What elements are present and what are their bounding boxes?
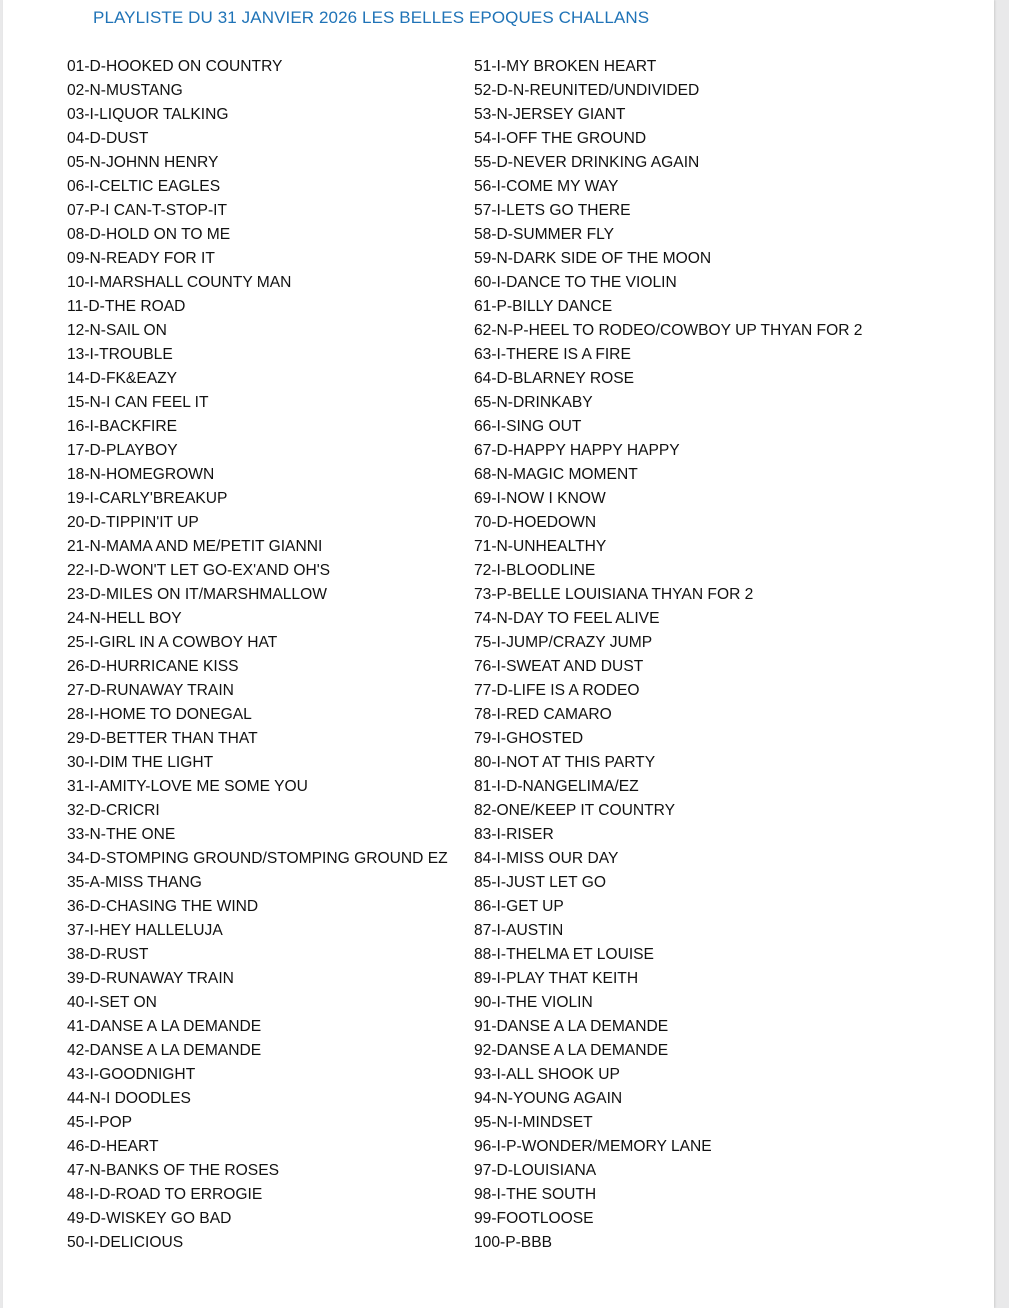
playlist-item: 65-N-DRINKABY xyxy=(474,394,593,411)
playlist-item: 04-D-DUST xyxy=(67,130,149,147)
playlist-item: 97-D-LOUISIANA xyxy=(474,1162,597,1179)
playlist-item: 58-D-SUMMER FLY xyxy=(474,226,615,243)
playlist-item: 47-N-BANKS OF THE ROSES xyxy=(67,1162,280,1179)
playlist-item: 99-FOOTLOOSE xyxy=(474,1210,594,1227)
playlist-item: 45-I-POP xyxy=(67,1114,132,1131)
playlist-item: 91-DANSE A LA DEMANDE xyxy=(474,1018,669,1035)
playlist-item: 92-DANSE A LA DEMANDE xyxy=(474,1042,669,1059)
playlist-item: 98-I-THE SOUTH xyxy=(474,1186,597,1203)
page-title: PLAYLISTE DU 31 JANVIER 2026 LES BELLES EPOQUES CHALLANS xyxy=(93,8,650,27)
playlist-item: 64-D-BLARNEY ROSE xyxy=(474,370,635,387)
playlist-item: 48-I-D-ROAD TO ERROGIE xyxy=(67,1186,263,1203)
playlist-item: 61-P-BILLY DANCE xyxy=(474,298,613,315)
playlist-item: 23-D-MILES ON IT/MARSHMALLOW xyxy=(67,586,327,603)
playlist-item: 94-N-YOUNG AGAIN xyxy=(474,1090,623,1107)
playlist-item: 43-I-GOODNIGHT xyxy=(67,1066,196,1083)
playlist-item: 75-I-JUMP/CRAZY JUMP xyxy=(474,634,653,651)
playlist-item: 02-N-MUSTANG xyxy=(67,82,183,99)
playlist-item: 71-N-UNHEALTHY xyxy=(474,538,607,555)
playlist-item: 55-D-NEVER DRINKING AGAIN xyxy=(474,154,700,171)
playlist-item: 84-I-MISS OUR DAY xyxy=(474,850,619,867)
playlist-item: 11-D-THE ROAD xyxy=(67,298,186,315)
playlist-item: 31-I-AMITY-LOVE ME SOME YOU xyxy=(67,778,308,795)
playlist-item: 81-I-D-NANGELIMA/EZ xyxy=(474,778,639,795)
playlist-item: 29-D-BETTER THAN THAT xyxy=(67,730,258,747)
playlist-item: 28-I-HOME TO DONEGAL xyxy=(67,706,252,723)
playlist-item: 87-I-AUSTIN xyxy=(474,922,564,939)
playlist-item: 13-I-TROUBLE xyxy=(67,346,173,363)
playlist-item: 73-P-BELLE LOUISIANA THYAN FOR 2 xyxy=(474,586,754,603)
playlist-column-left xyxy=(67,55,448,1255)
playlist-item: 54-I-OFF THE GROUND xyxy=(474,130,647,147)
playlist-item: 27-D-RUNAWAY TRAIN xyxy=(67,682,234,699)
playlist-item: 74-N-DAY TO FEEL ALIVE xyxy=(474,610,660,627)
playlist-item: 85-I-JUST LET GO xyxy=(474,874,607,891)
playlist-item: 52-D-N-REUNITED/UNDIVIDED xyxy=(474,82,700,99)
playlist-item: 76-I-SWEAT AND DUST xyxy=(474,658,644,675)
playlist-item: 05-N-JOHNN HENRY xyxy=(67,154,219,171)
playlist-item: 72-I-BLOODLINE xyxy=(474,562,596,579)
playlist-item: 24-N-HELL BOY xyxy=(67,610,182,627)
playlist-item: 90-I-THE VIOLIN xyxy=(474,994,593,1011)
playlist-item: 69-I-NOW I KNOW xyxy=(474,490,606,507)
playlist-item: 79-I-GHOSTED xyxy=(474,730,584,747)
playlist-item: 100-P-BBB xyxy=(474,1234,553,1251)
playlist-item: 10-I-MARSHALL COUNTY MAN xyxy=(67,274,292,291)
playlist-item: 33-N-THE ONE xyxy=(67,826,176,843)
playlist-item: 07-P-I CAN-T-STOP-IT xyxy=(67,202,227,219)
playlist-item: 42-DANSE A LA DEMANDE xyxy=(67,1042,262,1059)
playlist-item: 39-D-RUNAWAY TRAIN xyxy=(67,970,234,987)
playlist-item: 32-D-CRICRI xyxy=(67,802,160,819)
playlist-item: 83-I-RISER xyxy=(474,826,554,843)
playlist-item: 78-I-RED CAMARO xyxy=(474,706,612,723)
playlist-item: 01-D-HOOKED ON COUNTRY xyxy=(67,58,283,75)
playlist-item: 44-N-I DOODLES xyxy=(67,1090,191,1107)
playlist-item: 70-D-HOEDOWN xyxy=(474,514,597,531)
playlist-item: 37-I-HEY HALLELUJA xyxy=(67,922,223,939)
playlist-item: 34-D-STOMPING GROUND/STOMPING GROUND EZ xyxy=(67,850,448,867)
playlist-column-right xyxy=(474,55,862,1255)
playlist-item: 30-I-DIM THE LIGHT xyxy=(67,754,214,771)
playlist-item: 57-I-LETS GO THERE xyxy=(474,202,631,219)
playlist-item: 16-I-BACKFIRE xyxy=(67,418,178,435)
playlist-item: 77-D-LIFE IS A RODEO xyxy=(474,682,640,699)
playlist-item: 18-N-HOMEGROWN xyxy=(67,466,215,483)
playlist-item: 19-I-CARLY'BREAKUP xyxy=(67,490,228,507)
playlist-item: 14-D-FK&EAZY xyxy=(67,370,178,387)
playlist-item: 67-D-HAPPY HAPPY HAPPY xyxy=(474,442,680,459)
playlist-item: 26-D-HURRICANE KISS xyxy=(67,658,239,675)
playlist-item: 35-A-MISS THANG xyxy=(67,874,202,891)
playlist-item: 93-I-ALL SHOOK UP xyxy=(474,1066,620,1083)
playlist-item: 89-I-PLAY THAT KEITH xyxy=(474,970,639,987)
playlist-item: 06-I-CELTIC EAGLES xyxy=(67,178,221,195)
playlist-item: 08-D-HOLD ON TO ME xyxy=(67,226,231,243)
playlist-item: 80-I-NOT AT THIS PARTY xyxy=(474,754,656,771)
playlist-item: 03-I-LIQUOR TALKING xyxy=(67,106,229,123)
playlist-item: 56-I-COME MY WAY xyxy=(474,178,619,195)
playlist-item: 68-N-MAGIC MOMENT xyxy=(474,466,638,483)
playlist-item: 96-I-P-WONDER/MEMORY LANE xyxy=(474,1138,712,1155)
playlist-item: 41-DANSE A LA DEMANDE xyxy=(67,1018,262,1035)
playlist-item: 53-N-JERSEY GIANT xyxy=(474,106,626,123)
playlist-item: 51-I-MY BROKEN HEART xyxy=(474,58,657,75)
playlist-item: 25-I-GIRL IN A COWBOY HAT xyxy=(67,634,278,651)
playlist-item: 20-D-TIPPIN'IT UP xyxy=(67,514,199,531)
playlist-item: 86-I-GET UP xyxy=(474,898,564,915)
document-page xyxy=(3,0,994,1308)
playlist-item: 38-D-RUST xyxy=(67,946,149,963)
playlist-item: 46-D-HEART xyxy=(67,1138,159,1155)
playlist-item: 95-N-I-MINDSET xyxy=(474,1114,593,1131)
playlist-item: 12-N-SAIL ON xyxy=(67,322,167,339)
playlist-item: 49-D-WISKEY GO BAD xyxy=(67,1210,232,1227)
playlist-item: 66-I-SING OUT xyxy=(474,418,582,435)
playlist-item: 17-D-PLAYBOY xyxy=(67,442,178,459)
playlist-item: 22-I-D-WON'T LET GO-EX'AND OH'S xyxy=(67,562,331,579)
playlist-item: 09-N-READY FOR IT xyxy=(67,250,215,267)
playlist-item: 50-I-DELICIOUS xyxy=(67,1234,184,1251)
playlist-item: 21-N-MAMA AND ME/PETIT GIANNI xyxy=(67,538,323,555)
playlist-item: 59-N-DARK SIDE OF THE MOON xyxy=(474,250,712,267)
playlist-item: 62-N-P-HEEL TO RODEO/COWBOY UP THYAN FOR 2 xyxy=(474,322,863,339)
playlist-item: 88-I-THELMA ET LOUISE xyxy=(474,946,654,963)
playlist-item: 60-I-DANCE TO THE VIOLIN xyxy=(474,274,677,291)
playlist-item: 40-I-SET ON xyxy=(67,994,157,1011)
playlist-item: 15-N-I CAN FEEL IT xyxy=(67,394,209,411)
playlist-item: 36-D-CHASING THE WIND xyxy=(67,898,259,915)
playlist-item: 63-I-THERE IS A FIRE xyxy=(474,346,631,363)
playlist-item: 82-ONE/KEEP IT COUNTRY xyxy=(474,802,676,819)
